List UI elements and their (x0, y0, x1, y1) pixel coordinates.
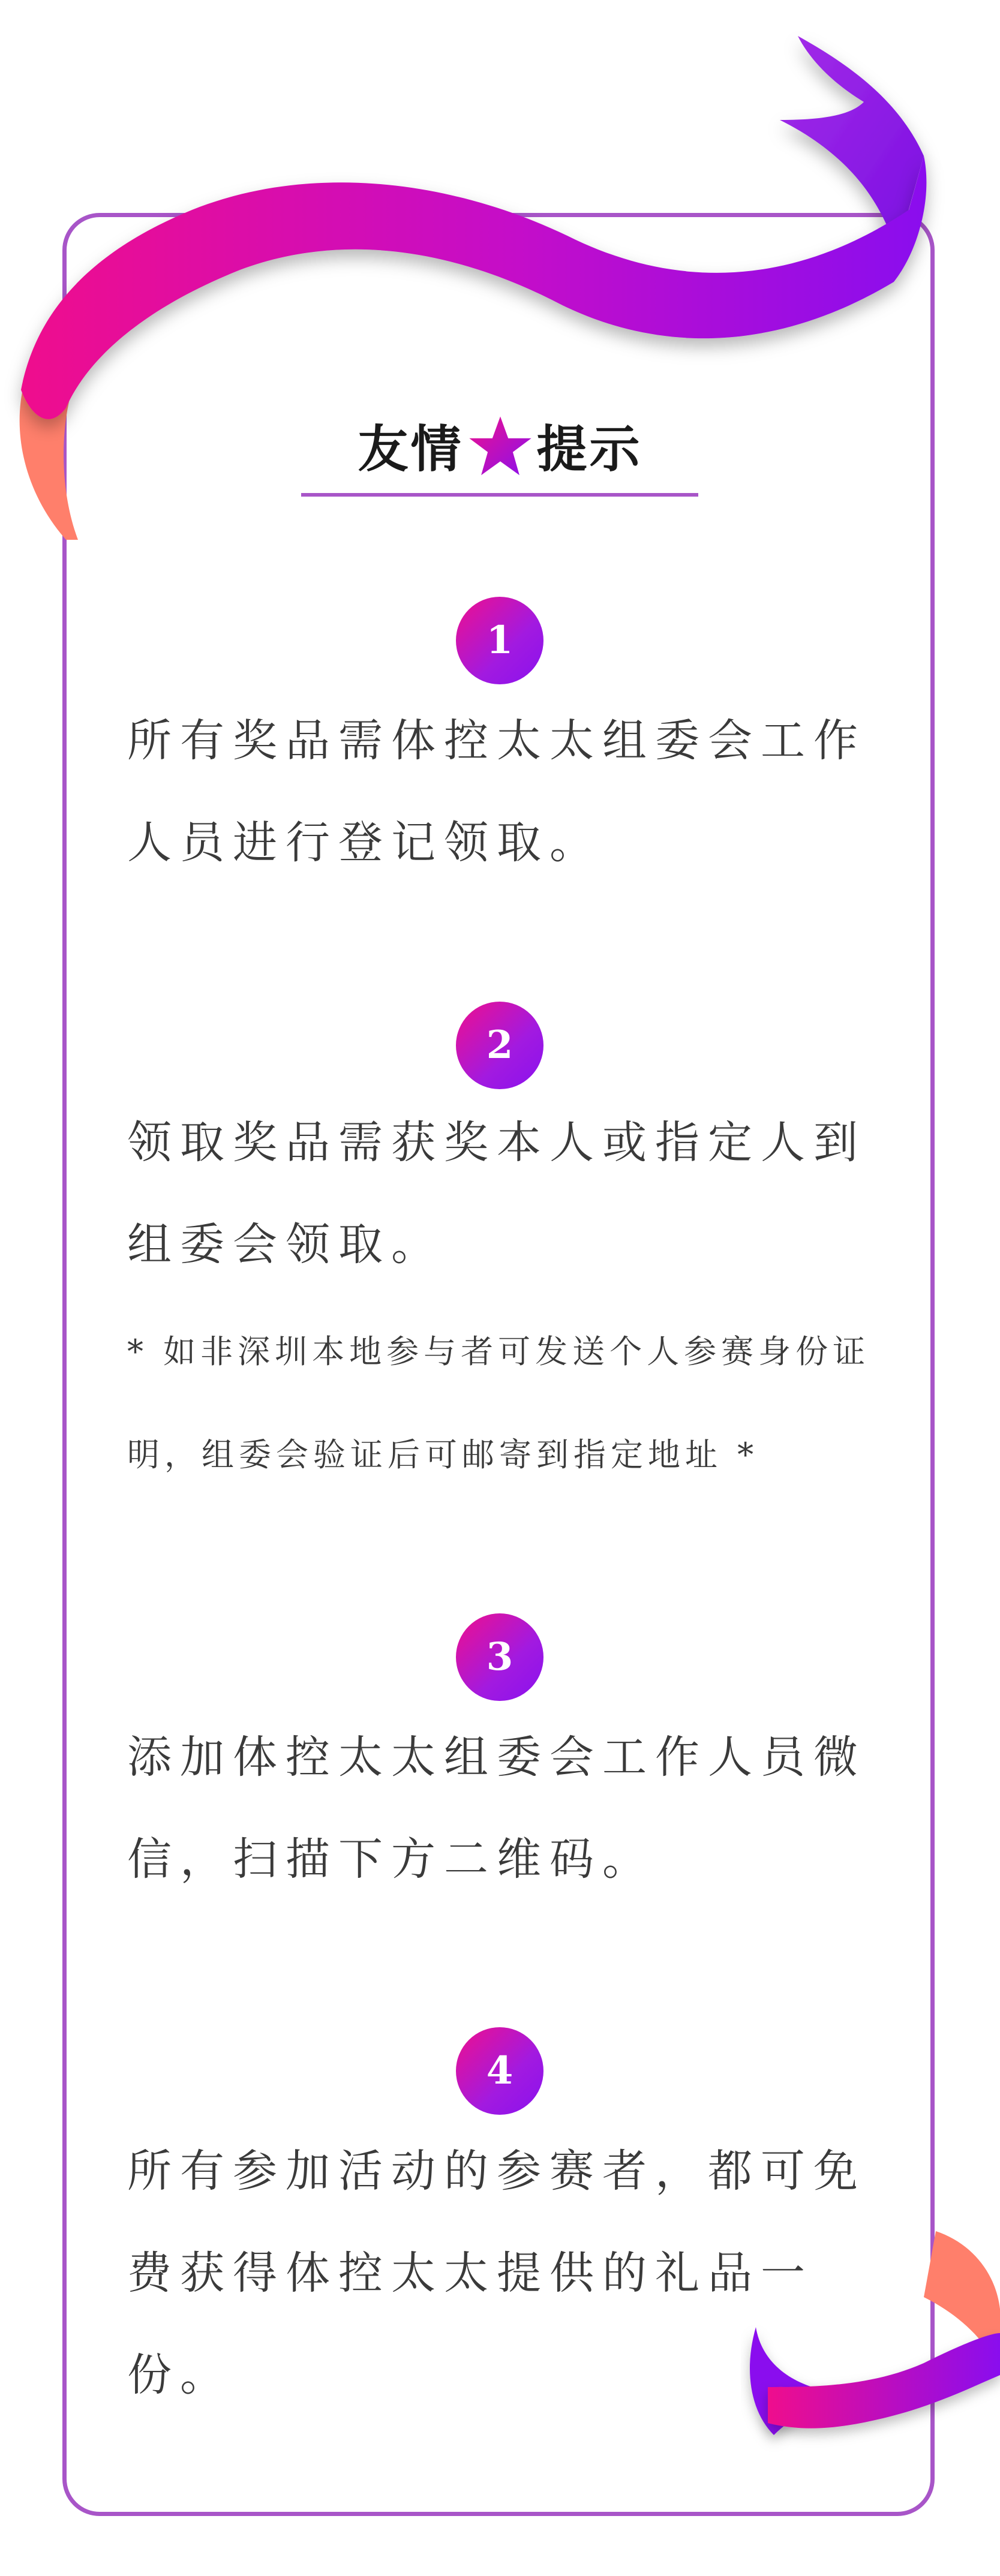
title-right: 提示 (536, 419, 642, 479)
tip-text: 所有奖品需体控太太组委会工作人员进行登记领取。 (127, 715, 866, 868)
tip-number-badge: 3 (456, 1613, 543, 1701)
tip-text: 领取奖品需获奖本人或指定人到组委会领取。 (127, 1117, 866, 1270)
tip-number-badge: 1 (456, 597, 543, 684)
tip-note: * 如非深圳本地参与者可发送个人参赛身份证明，组委会验证后可邮寄到指定地址 * (127, 1333, 870, 1474)
title-left: 友情 (358, 419, 464, 479)
star-icon (467, 414, 533, 480)
page-title (0, 414, 1000, 482)
tip-text: 添加体控太太组委会工作人员微信，扫描下方二维码。 (127, 1732, 866, 1885)
tip-number-badge: 2 (456, 1002, 543, 1089)
tip-number-badge: 4 (456, 2027, 543, 2115)
title-underline (301, 493, 698, 497)
tip-text: 所有参加活动的参赛者，都可免费获得体控太太提供的礼品一份。 (127, 2145, 866, 2401)
